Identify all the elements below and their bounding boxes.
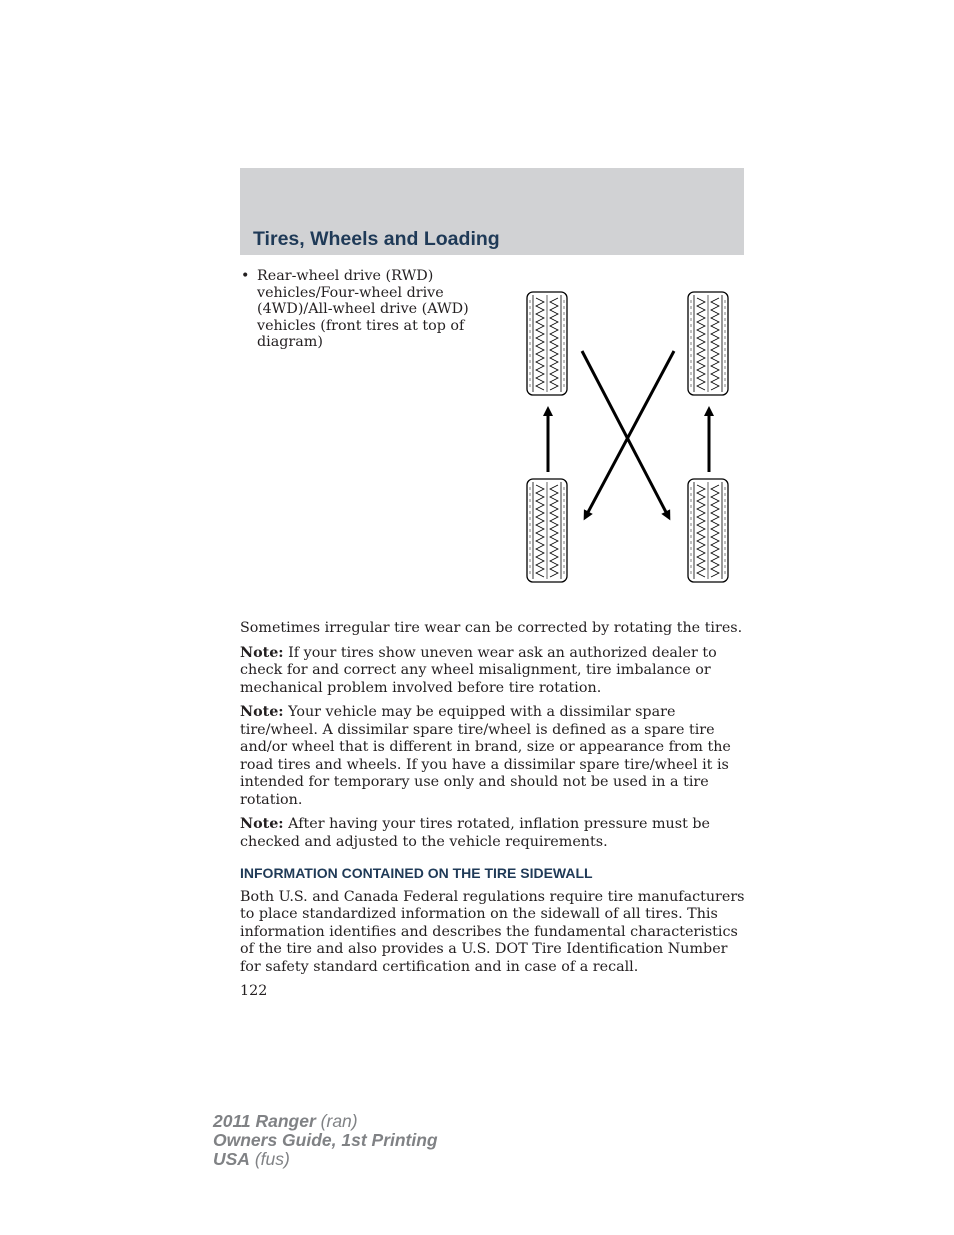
note-label: Note: (240, 644, 284, 661)
tire-rear-left (527, 479, 567, 582)
section-header (240, 168, 744, 255)
tire-rotation-diagram (520, 285, 734, 587)
bullet-text: Rear-wheel drive (RWD) vehicles/Four-wheel drive (4WD)/All-wheel drive (AWD) vehicles (front tires at top of diagram) (257, 268, 469, 350)
note-paragraph (240, 704, 746, 809)
note-label: Note: (240, 816, 284, 832)
tire-front-right (688, 292, 728, 395)
footer-model: 2011 Ranger (213, 1111, 316, 1131)
footer-line-guide: Owners Guide, 1st Printing (213, 1130, 438, 1150)
arrow-front-left-to-rear-right (582, 351, 668, 516)
section-heading: INFORMATION CONTAINED ON THE TIRE SIDEWALL (240, 865, 593, 881)
footer-line-market (213, 1150, 438, 1169)
note-paragraph (240, 645, 746, 698)
arrow-front-right-to-rear-left (586, 351, 674, 516)
section-paragraph: Both U.S. and Canada Federal regulations require tire manufacturers to place standardized information on the sidewall of all tires. This information identifies and describes the fundamental characteristics of the tire and also provides a U.S. DOT Tire Identification Number for safety standard certification and in case of a recall. (240, 888, 745, 975)
note-label: Note: (240, 704, 284, 720)
footer-market: USA (213, 1149, 250, 1169)
page-number: 122 (240, 983, 268, 999)
intro-paragraph: Sometimes irregular tire wear can be corrected by rotating the tires. (240, 620, 743, 636)
bullet-icon: • (241, 268, 250, 284)
note-paragraph (240, 816, 746, 851)
tire-rear-right (688, 479, 728, 582)
note-text: If your tires show uneven wear ask an authorized dealer to check for and correct any wheel misalignment, tire imbalance or mechanical problem involved before tire rotation. (240, 644, 717, 696)
note-text: After having your tires rotated, inflation pressure must be checked and adjusted to the vehicle requirements. (240, 816, 710, 850)
footer (213, 1112, 438, 1169)
footer-market-code: (fus) (249, 1149, 290, 1169)
section-title: Tires, Wheels and Loading (253, 228, 500, 250)
note-text: Your vehicle may be equipped with a dissimilar spare tire/wheel. A dissimilar spare tire/wheel is defined as a spare tire and/or wheel that is different in brand, size or appearance from the road tires and wheels. If you have a dissimilar spare tire/wheel it is intended for temporary use only and should not be used in a tire rotation. (240, 704, 731, 808)
footer-line-model (213, 1112, 438, 1131)
footer-model-code: (ran) (315, 1111, 358, 1131)
body-text (240, 620, 746, 1001)
tire-front-left (527, 292, 567, 395)
